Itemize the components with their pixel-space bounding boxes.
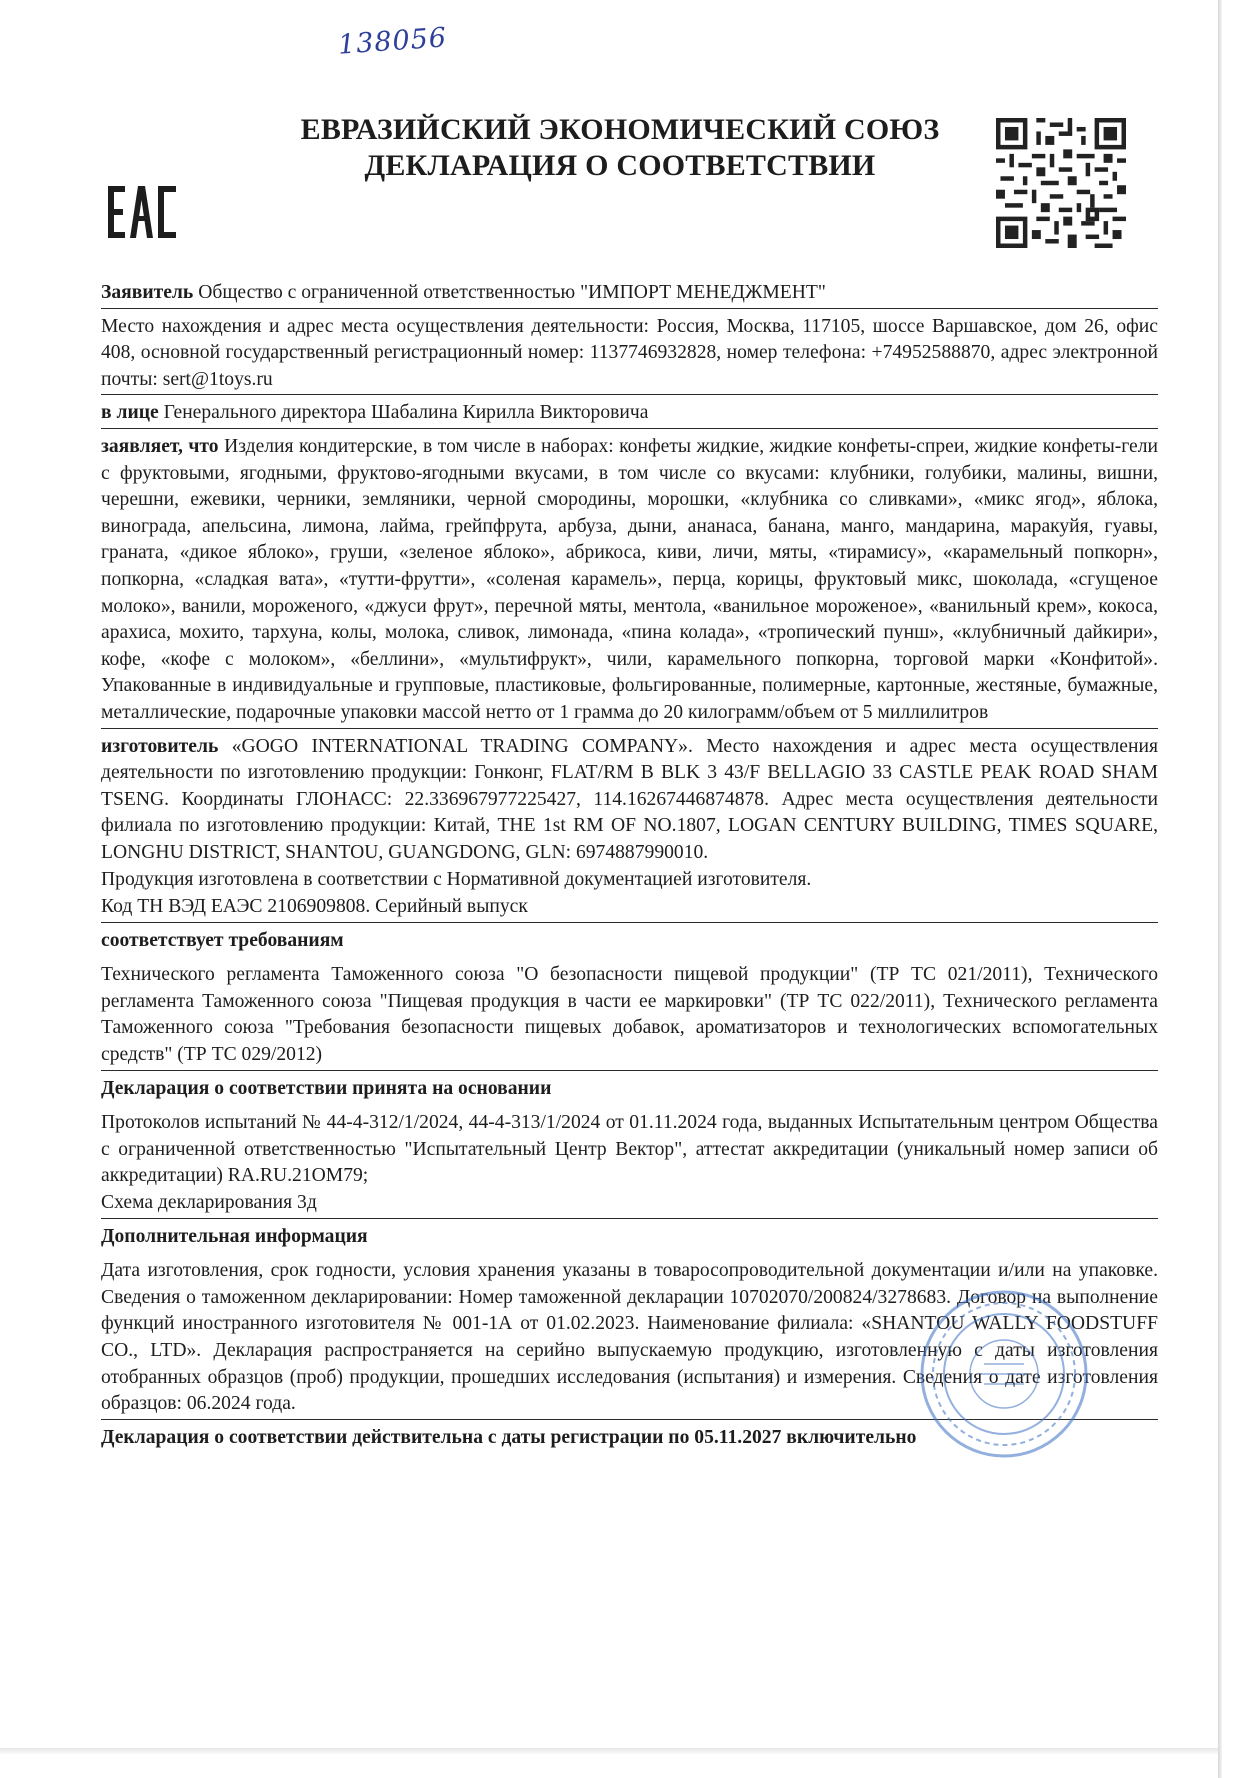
additional-info-text: Дата изготовления, срок годности, условия хранения указаны в товаросопроводительной документации и/или на упаковке. Сведения о таможенном декларировании: Номер таможенной декларации 10702070/200824/3278683. Договор на выполнение функций иностранного изготовителя № 001-1А от 01.02.2023. Наименование филиала: «SHANTOU WALLY FOODSTUFF CO., LTD». Декларация распространяется на серийно выпускаемую продукцию, изготовленную с даты изготовления отобранных образцов (проб) продукции, прошедших исследования (испытания) и измерения. Сведения о дате изготовления образцов: 06.2024 года.	[101, 1258, 1158, 1420]
production-basis: Продукция изготовлена в соответствии с Нормативной документацией изготовителя.	[101, 869, 812, 891]
page-edge	[1218, 0, 1222, 1778]
document-title-declaration: ДЕКЛАРАЦИЯ О СООТВЕТСТВИИ	[364, 149, 876, 182]
requirements-heading: соответствует требованиям	[101, 929, 344, 951]
represented-by-text: Генерального директора Шабалина Кирилла Викторовича	[163, 402, 649, 424]
declares-label: заявляет, что	[101, 435, 219, 457]
basis-text: Протоколов испытаний № 44-4-312/1/2024, 44-4-313/1/2024 от 01.11.2024 года, выданных Испытательным центром Общества с ограниченной ответственностью "Испытательный Центр Вектор", аттестат аккредитации (уникальный номер записи об аккредитации) RA.RU.21ОМ79;	[101, 1112, 1158, 1187]
represented-by-label: в лице	[101, 402, 159, 424]
additional-info-heading: Дополнительная информация	[101, 1225, 368, 1247]
requirements-text: Технического регламента Таможенного союза "О безопасности пищевой продукции" (ТР ТС 021/2011), Технического регламента Таможенного союза "Пищевая продукция в части ее маркировки" (ТР ТС 022/2011), Технического регламента Таможенного союза "Требования безопасности пищевых добавок, ароматизаторов и технологических вспомогательных средств" (ТР ТС 029/2012)	[101, 962, 1158, 1070]
applicant-label: Заявитель	[101, 282, 194, 303]
validity-statement: Декларация о соответствии действительна с даты регистрации по 05.11.2027 включительно	[101, 1426, 917, 1448]
eac-logo	[108, 186, 180, 238]
hs-code: Код ТН ВЭД ЕАЭС 2106909808. Серийный выпуск	[101, 894, 1158, 923]
handwritten-number: 138056	[337, 22, 449, 61]
applicant-name: Общество с ограниченной ответственностью "ИМПОРТ МЕНЕДЖМЕНТ"	[198, 282, 826, 303]
product-description: Изделия кондитерские, в том числе в наборах: конфеты жидкие, жидкие конфеты-спреи, жидкие конфеты-гели с фруктовыми, ягодными, фруктово-ягодными вкусами, в том числе со вкусами: клубники, голубики, малины, вишни, черешни, ежевики, черники, земляники, черной смородины, морошки, «клубника со сливками», «микс ягод», яблока, винограда, апельсина, лимона, лайма, грейпфрута, арбуза, дыни, ананаса, банана, манго, мандарина, маракуйя, гуавы, граната, «дикое яблоко», груши, «зеленое яблоко», абрикоса, киви, личи, мяты, «тирамису», «карамельный попкорн», попкорна, «сладкая вата», «тутти-фрутти», «соленая карамель», перца, корицы, фруктовый микс, шоколада, «сгущеное молоко», ванили, мороженого, «джуси фрут», перечной мяты, ментола, «ванильное мороженое», «ванильный крем», кокоса, арахиса, мохито, тархуна, колы, молока, сливок, лимонада, «пина колада», «тропический пунш», «клубничный дайкири», кофе, «кофе с молоком», «беллини», «мультифрукт», чили, карамельного попкорна, торговой марки «Конфитой». Упакованные в индивидуальные и групповые, пластиковые, фольгированные, полимерные, картонные, жестяные, бумажные, металлические, подарочные упаковки массой нетто от 1 грамма до 20 килограмм/объем от 5 миллилитров	[101, 435, 1158, 723]
qr-code	[996, 118, 1126, 248]
basis-heading: Декларация о соответствии принята на основании	[101, 1077, 552, 1099]
manufacturer-label: изготовитель	[101, 735, 219, 757]
applicant-section	[101, 280, 1158, 309]
declaration-body	[101, 280, 1158, 1451]
represented-by-section	[101, 400, 1158, 429]
manufacturer-section	[101, 734, 1158, 868]
document-title-union: ЕВРАЗИЙСКИЙ ЭКОНОМИЧЕСКИЙ СОЮЗ	[300, 113, 940, 146]
address-section: Место нахождения и адрес места осуществления деятельности: Россия, Москва, 117105, шоссе Варшавское, дом 26, офис 408, основной государственный регистрационный номер: 1137746932828, номер телефона: +74952588870, адрес электронной почты: sert@1toys.ru	[101, 314, 1158, 396]
manufacturer-text: «GOGO INTERNATIONAL TRADING COMPANY». Место нахождения и адрес места осуществления деятельности по изготовлению продукции: Гонконг, FLAT/RM B BLK 3 43/F BELLAGIO 33 CASTLE PEAK ROAD SHAM TSENG. Координаты ГЛОНАСС: 22.336967977225427, 114.16267446874878. Адрес места осуществления деятельности филиала по изготовлению продукции: Китай, THE 1st RM OF NO.1807, LOGAN CENTURY BUILDING, TIMES SQUARE, LONGHU DISTRICT, SHANTOU, GUANGDONG, GLN: 6974887990010.	[101, 735, 1158, 863]
product-description-section	[101, 434, 1158, 729]
declaration-scheme: Схема декларирования 3д	[101, 1190, 1158, 1219]
page-bottom-edge	[0, 1748, 1218, 1754]
company-stamp	[918, 1288, 1090, 1460]
